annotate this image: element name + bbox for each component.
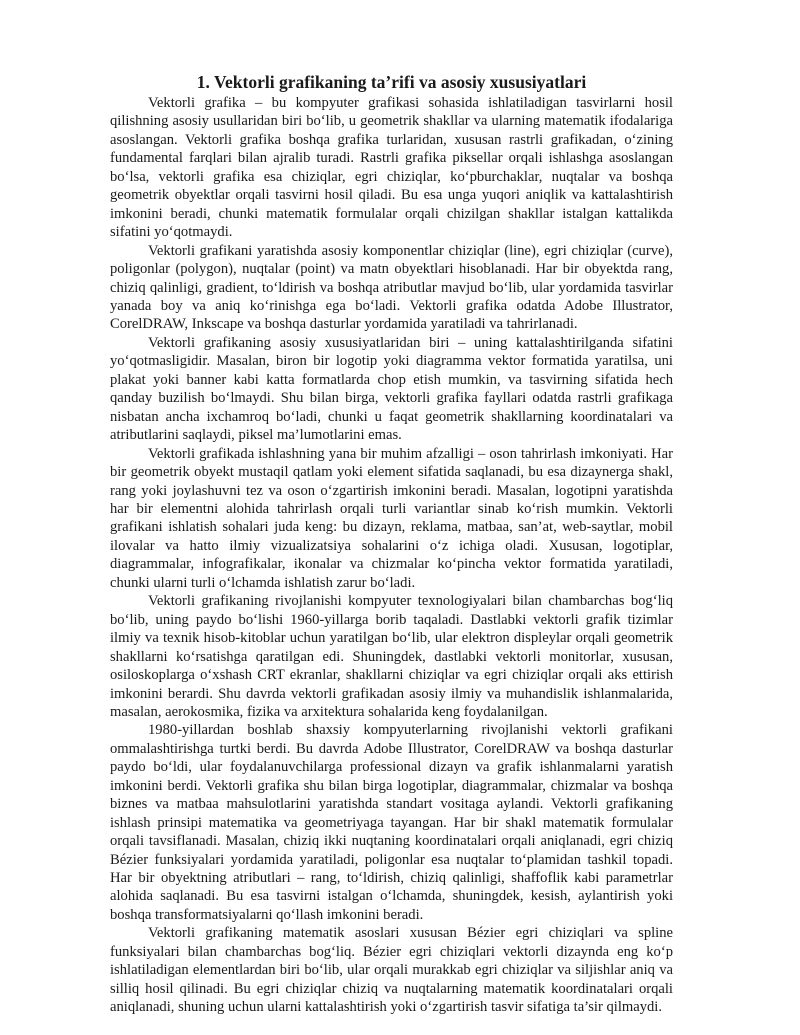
paragraph-1: Vektorli grafika – bu kompyuter grafikasi sohasida ishlatiladigan tasvirlarni hosil qilishning asosiy usullaridan biri bo‘lib, u geometrik shakllar va ularning matematik ifodalariga asoslangan. Vektorli grafika boshqa grafika turlaridan, xususan rastrli grafikadan, o‘zining fundamental farqlari bilan ajralib turadi. Rastrli grafika piksellar orqali ishlashga asoslangan bo‘lsa, vektorli grafika esa chiziqlar, egri chiziqlar, ko‘pburchaklar, nuqtalar va boshqa geometrik obyektlar orqali tasvirni hosil qiladi. Bu esa unga yuqori aniqlik va kattalashtirish imkonini beradi, chunki matematik formulalar orqali chizilgan shakllar istalgan kattalikda sifatini yo‘qotmaydi. [110, 95, 673, 241]
paragraph-6: 1980-yillardan boshlab shaxsiy kompyuterlarning rivojlanishi vektorli grafikani ommalashtirishga turtki berdi. Bu davrda Adobe Illustrator, CorelDRAW va boshqa dasturlar paydo bo‘ldi, ular foydalanuvchilarga professional dizayn va grafik ishlanmalarni yaratish imkonini berdi. Vektorli grafika shu bilan birga logotiplar, diagrammalar, chizmalar va boshqa biznes va matbaa mahsulotlarini yaratishda standart vositaga aylandi. Vektorli grafikaning ishlash prinsipi matematika va geometriyaga tayangan. Har bir shakl matematik formulalar orqali tavsiflanadi. Masalan, chiziq ikki nuqtaning koordinatalari orqali aniqlanadi, egri chiziq Bézier funksiyalari yordamida yaratiladi, poligonlar esa nuqtalar to‘plamidan tashkil topadi. Har bir obyektning atributlari – rang, to‘ldirish, chiziq qalinligi, shaffoflik kabi parametrlar alohida saqlanadi. Bu esa tasvirni istalgan o‘lchamda, shuningdek, kesish, aylantirish yoki boshqa transformatsiyalarni qo‘llash imkonini beradi. [110, 722, 673, 923]
paragraph-7: Vektorli grafikaning matematik asoslari xususan Bézier egri chiziqlari va spline funksiyalari bilan chambarchas bog‘liq. Bézier egri chiziqlari vektorli dizaynda eng ko‘p ishlatiladigan elementlardan biri bo‘lib, ular orqali murakkab egri chiziqlar va siljishlar aniq va silliq hosil qilinadi. Bu egri chiziqlar chiziq va nuqtalarning matematik koordinatalari orqali aniqlanadi, shuning uchun ularni kattalashtirish yoki o‘zgartirish tasvir sifatiga ta’sir qilmaydi. [110, 925, 673, 1016]
paragraph-4: Vektorli grafikada ishlashning yana bir muhim afzalligi – oson tahrirlash imkoniyati. Har bir geometrik obyekt mustaqil qatlam yoki element sifatida saqlanadi, bu esa dizaynerga shakl, rang yoki joylashuvni tez va oson o‘zgartirish imkonini beradi. Masalan, logotipni yaratishda har bir elementni alohida tahrirlash orqali turli variantlar sinab ko‘rish mumkin. Vektorli grafikani ishlatish sohalari juda keng: bu dizayn, reklama, matbaa, san’at, web-saytlar, mobil ilovalar va hatto ilmiy vizualizatsiya sohalarini o‘z ichiga oladi. Xususan, logotiplar, diagrammalar, infografikalar, ikonalar va chizmalar ko‘pincha vektor formatida yaratiladi, chunki ularni turli o‘lchamda ishlatish zarur bo‘ladi. [110, 445, 673, 591]
paragraph-3: Vektorli grafikaning asosiy xususiyatlaridan biri – uning kattalashtirilganda sifatini yo‘qotmasligidir. Masalan, biron bir logotip yoki diagramma vektor formatida yaratilsa, uni plakat yoki banner kabi katta formatlarda chop etish mumkin, va tasvirning sifatida hech qanday buzilish bo‘lmaydi. Shu bilan birga, vektorli grafika fayllari odatda rastrli grafikaga nisbatan ancha ixchamroq bo‘ladi, chunki u faqat geometrik shakllarning koordinatalari va atributlarini saqlaydi, piksel ma’lumotlarini emas. [110, 334, 673, 444]
document-page [110, 72, 673, 1017]
paragraph-2: Vektorli grafikani yaratishda asosiy komponentlar chiziqlar (line), egri chiziqlar (curve), poligonlar (polygon), nuqtalar (point) va matn obyektlari hisoblanadi. Har bir obyektda rang, chiziq qalinligi, gradient, to‘ldirish va boshqa atributlar mavjud bo‘lib, ular yordamida tasvirlar yanada boy va aniq ko‘rinishga ega bo‘ladi. Vektorli grafika odatda Adobe Illustrator, CorelDRAW, Inkscape va boshqa dasturlar yordamida yaratiladi va tahrirlanadi. [110, 242, 673, 333]
paragraph-5: Vektorli grafikaning rivojlanishi kompyuter texnologiyalari bilan chambarchas bog‘liq bo‘lib, uning paydo bo‘lishi 1960-yillarga borib taqaladi. Dastlabki vektorli grafik tizimlar ilmiy va texnik hisob-kitoblar uchun yaratilgan bo‘lib, ular elektron displeylar orqali geometrik shakllarni ko‘rsatishga qaratilgan edi. Shuningdek, dastlabki vektorli monitorlar, xususan, osiloskoplarga o‘xshash CRT ekranlar, shakllarni chiziqlar va egri chiziqlar orqali aks ettirish imkonini berardi. Shu davrda vektorli grafikadan asosiy ilmiy va muhandislik ishlanmalarida, masalan, aerokosmika, fizika va arxitektura sohalarida keng foydalanilgan. [110, 593, 673, 720]
document-title: 1. Vektorli grafikaning ta’rifi va asosiy xususiyatlari [196, 72, 587, 92]
